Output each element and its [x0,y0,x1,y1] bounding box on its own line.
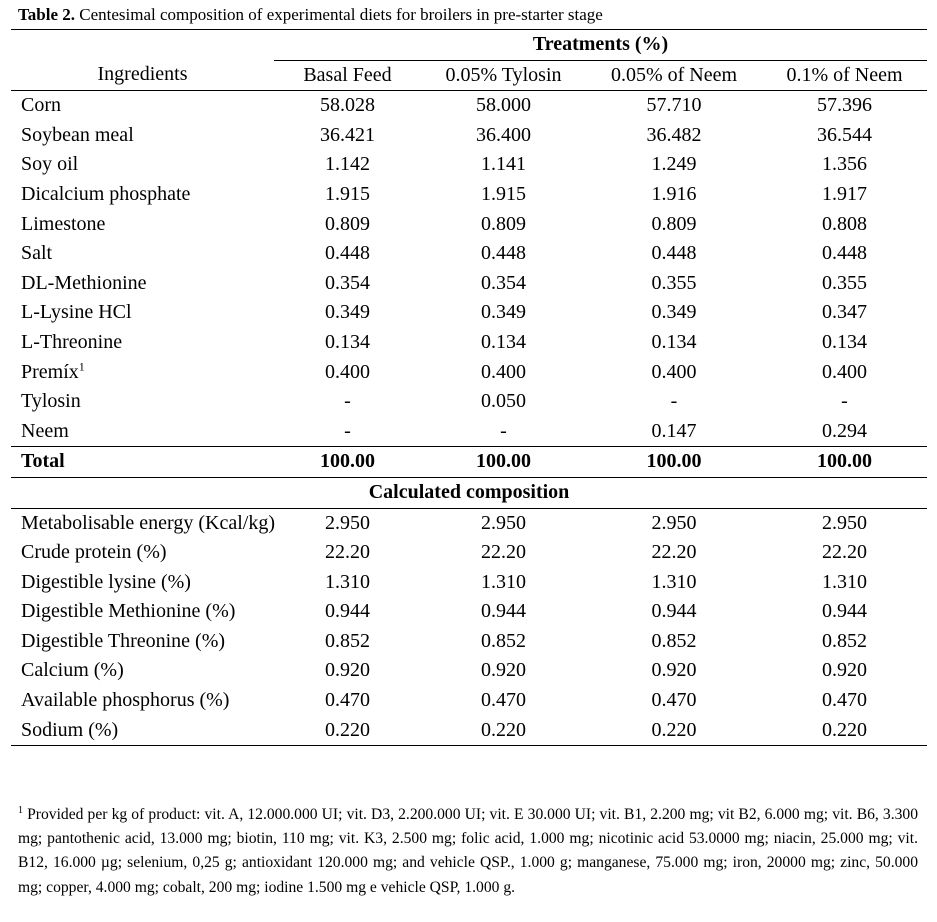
calculated-value: 0.920 [822,659,868,682]
ingredient-value: 0.400 [822,360,868,383]
calculated-value: 0.920 [481,659,526,682]
column-header-neem-005: 0.05% of Neem [586,60,762,91]
ingredient-row [11,150,927,180]
ingredient-value: 0.349 [651,301,697,324]
ingredient-value: 1.356 [822,153,868,176]
ingredient-name [11,239,274,269]
ingredient-value: 0.349 [481,301,526,324]
ingredient-value: 0.354 [325,271,370,294]
calculated-value: 1.310 [651,570,697,593]
total-value: 100.00 [274,447,421,478]
calculated-name: Metabolisable energy (Kcal/kg) [21,511,275,534]
ingredient-name-text: Soybean meal [21,123,134,146]
ingredient-name-text: Soy oil [21,153,79,176]
calculated-value: 0.944 [481,600,526,623]
ingredient-value: 0.354 [481,271,526,294]
calculated-row [11,538,927,568]
ingredient-value: 57.710 [646,94,702,117]
ingredient-value: 1.915 [481,182,526,205]
ingredient-value: 58.000 [476,94,531,117]
total-label: Total [11,447,274,478]
ingredient-row [11,239,927,269]
ingredient-value: 36.482 [646,123,702,146]
calculated-value: 0.852 [325,629,370,652]
calculated-value: 0.470 [325,689,370,712]
ingredient-value: 0.448 [822,242,868,265]
calculated-value: 0.220 [586,716,762,746]
calculated-name: Crude protein (%) [21,541,167,564]
calculated-value: 22.20 [325,541,370,564]
ingredient-value: 0.400 [325,360,370,383]
ingredient-value: 0.050 [481,390,526,413]
table-caption-text: Centesimal composition of experimental diets for broilers in pre-starter stage [75,5,603,24]
column-header-tylosin: 0.05% Tylosin [421,60,586,91]
calculated-header-row [11,477,927,508]
ingredient-row [11,298,927,328]
ingredient-row [11,210,927,240]
calculated-value: 0.852 [822,629,868,652]
table-caption-label: Table 2. [18,5,76,24]
ingredient-name-text: Salt [21,242,53,265]
ingredient-value: 0.355 [822,271,868,294]
ingredient-value: 0.808 [822,212,868,235]
calculated-value: 2.950 [651,511,697,534]
calculated-value: 0.220 [421,716,586,746]
ingredient-row [11,269,927,299]
calculated-value: 0.852 [651,629,697,652]
calculated-value: 0.470 [822,689,868,712]
ingredient-value: - [670,390,678,413]
calculated-value: 0.920 [651,659,697,682]
calculated-name: Digestible Methionine (%) [21,600,236,623]
calculated-name: Available phosphorus (%) [21,689,230,712]
footnote-ref: 1 [78,358,85,373]
calculated-name: Digestible lysine (%) [21,570,191,593]
diet-composition-table [11,29,927,746]
ingredient-row [11,121,927,151]
ingredient-value: 57.396 [817,94,873,117]
calculated-value: 22.20 [651,541,697,564]
ingredient-name-text: L-Threonine [21,330,123,353]
ingredient-value: 0.809 [325,212,370,235]
calculated-value: 0.470 [651,689,697,712]
ingredient-value: 36.400 [476,123,531,146]
calculated-name: Sodium (%) [11,716,274,746]
ingredient-value: 0.147 [651,419,697,442]
ingredient-value: - [500,419,507,442]
calculated-row [11,686,927,716]
ingredient-value: - [841,390,848,413]
ingredient-value: 36.544 [817,123,873,146]
ingredient-name [11,417,274,447]
header-blank-cell [11,30,274,61]
calculated-value: 22.20 [822,541,868,564]
total-value: 100.00 [762,447,927,478]
calculated-value: 2.950 [325,511,370,534]
ingredient-value: 0.134 [651,330,697,353]
calculated-row [11,568,927,598]
ingredient-value: 0.809 [481,212,526,235]
total-value: 100.00 [421,447,586,478]
calculated-value: 0.944 [651,600,697,623]
ingredient-value: 1.249 [651,153,697,176]
ingredient-name-text: Neem [21,419,69,442]
ingredient-name-text: Corn [21,94,61,117]
ingredient-row [11,180,927,210]
ingredient-name-text: Premíx [21,360,79,383]
calculated-row [11,508,927,538]
ingredient-row [11,387,927,417]
ingredient-value: 1.141 [481,153,526,176]
calculated-row [11,656,927,686]
ingredient-name-text: DL-Methionine [21,271,147,294]
footnote-marker: 1 [18,804,23,816]
calculated-row [11,716,927,746]
ingredient-name [11,269,274,299]
ingredient-value: 1.915 [325,182,370,205]
ingredient-name [11,150,274,180]
ingredient-name-text: Tylosin [21,390,81,413]
ingredient-value: 1.916 [651,182,697,205]
ingredient-row [11,328,927,358]
treatments-group-header: Treatments (%) [274,30,927,61]
ingredient-row [11,358,927,388]
calculated-value: 0.220 [274,716,421,746]
calculated-body [11,508,927,746]
ingredient-value: 0.448 [481,242,526,265]
ingredient-value: 0.355 [651,271,697,294]
ingredient-name [11,210,274,240]
calculated-row [11,627,927,657]
ingredient-name [11,298,274,328]
calculated-value: 0.920 [325,659,370,682]
ingredient-name [11,387,274,417]
calculated-value: 1.310 [325,570,370,593]
ingredient-value: 0.294 [822,419,868,442]
calculated-value: 1.310 [481,570,526,593]
column-header-basal-feed: Basal Feed [274,60,421,91]
ingredient-name [11,328,274,358]
ingredient-name-text: Dicalcium phosphate [21,182,191,205]
calculated-value: 0.944 [822,600,868,623]
ingredient-name-text: L-Lysine HCl [21,301,132,324]
table-caption [18,4,603,26]
total-body [11,447,927,508]
ingredient-value: 0.134 [481,330,526,353]
ingredient-name [11,121,274,151]
treatments-header-row [11,30,927,61]
column-header-ingredients: Ingredients [11,60,274,91]
calculated-value: 1.310 [822,570,868,593]
calculated-name: Calcium (%) [21,659,124,682]
ingredient-name [11,180,274,210]
ingredient-value: 36.421 [320,123,375,146]
footnote-text: Provided per kg of product: vit. A, 12.000.000 UI; vit. D3, 2.200.000 UI; vit. E 30.000 UI; vit. B1, 2.200 mg; vit B2, 6.000 mg; vit. B6, 3.300 mg; pantothenic acid, 13.000 mg; biotin, 110 mg; vit. K3, 2.500 mg; folic acid, 1.000 mg; nicotinic acid 53.0000 mg; niacin, 25.000 mg; vit. B12, 16.000 µg; selenium, 0,25 g; antioxidant 120.000 mg; and vehicle QSP., 1.000 g; manganese, 75.000 mg; iron, 20000 mg; zinc, 50.000 mg; copper, 4.000 mg; cobalt, 200 mg; iodine 1.500 mg e vehicle QSP, 1.000 g. [18,806,918,896]
calculated-value: 0.852 [481,629,526,652]
ingredient-value: 0.349 [325,301,370,324]
ingredient-name [11,91,274,121]
total-row [11,447,927,478]
ingredient-value: 58.028 [320,94,375,117]
total-value: 100.00 [586,447,762,478]
ingredient-value: 1.917 [822,182,868,205]
ingredient-value: 0.448 [651,242,697,265]
calculated-composition-title: Calculated composition [11,477,927,508]
column-header-neem-01: 0.1% of Neem [762,60,927,91]
calculated-value: 22.20 [481,541,526,564]
ingredient-value: 0.400 [651,360,697,383]
column-header-row [11,60,927,91]
ingredient-value: 0.134 [325,330,370,353]
calculated-value: 0.220 [762,716,927,746]
calculated-value: 0.470 [481,689,526,712]
ingredient-value: 0.809 [651,212,697,235]
ingredients-body [11,91,927,447]
ingredient-row [11,91,927,121]
calculated-value: 0.944 [325,600,370,623]
ingredient-row [11,417,927,447]
ingredient-value: - [344,419,351,442]
calculated-name: Digestible Threonine (%) [21,629,226,652]
ingredient-value: 0.448 [325,242,370,265]
calculated-value: 2.950 [822,511,868,534]
calculated-row [11,597,927,627]
ingredient-name [11,358,274,388]
ingredient-value: - [344,390,351,413]
ingredient-value: 1.142 [325,153,370,176]
ingredient-value: 0.134 [822,330,868,353]
calculated-value: 2.950 [481,511,526,534]
ingredient-value: 0.347 [822,301,868,324]
table-footnote [18,803,918,900]
ingredient-value: 0.400 [481,360,526,383]
ingredient-name-text: Limestone [21,212,106,235]
